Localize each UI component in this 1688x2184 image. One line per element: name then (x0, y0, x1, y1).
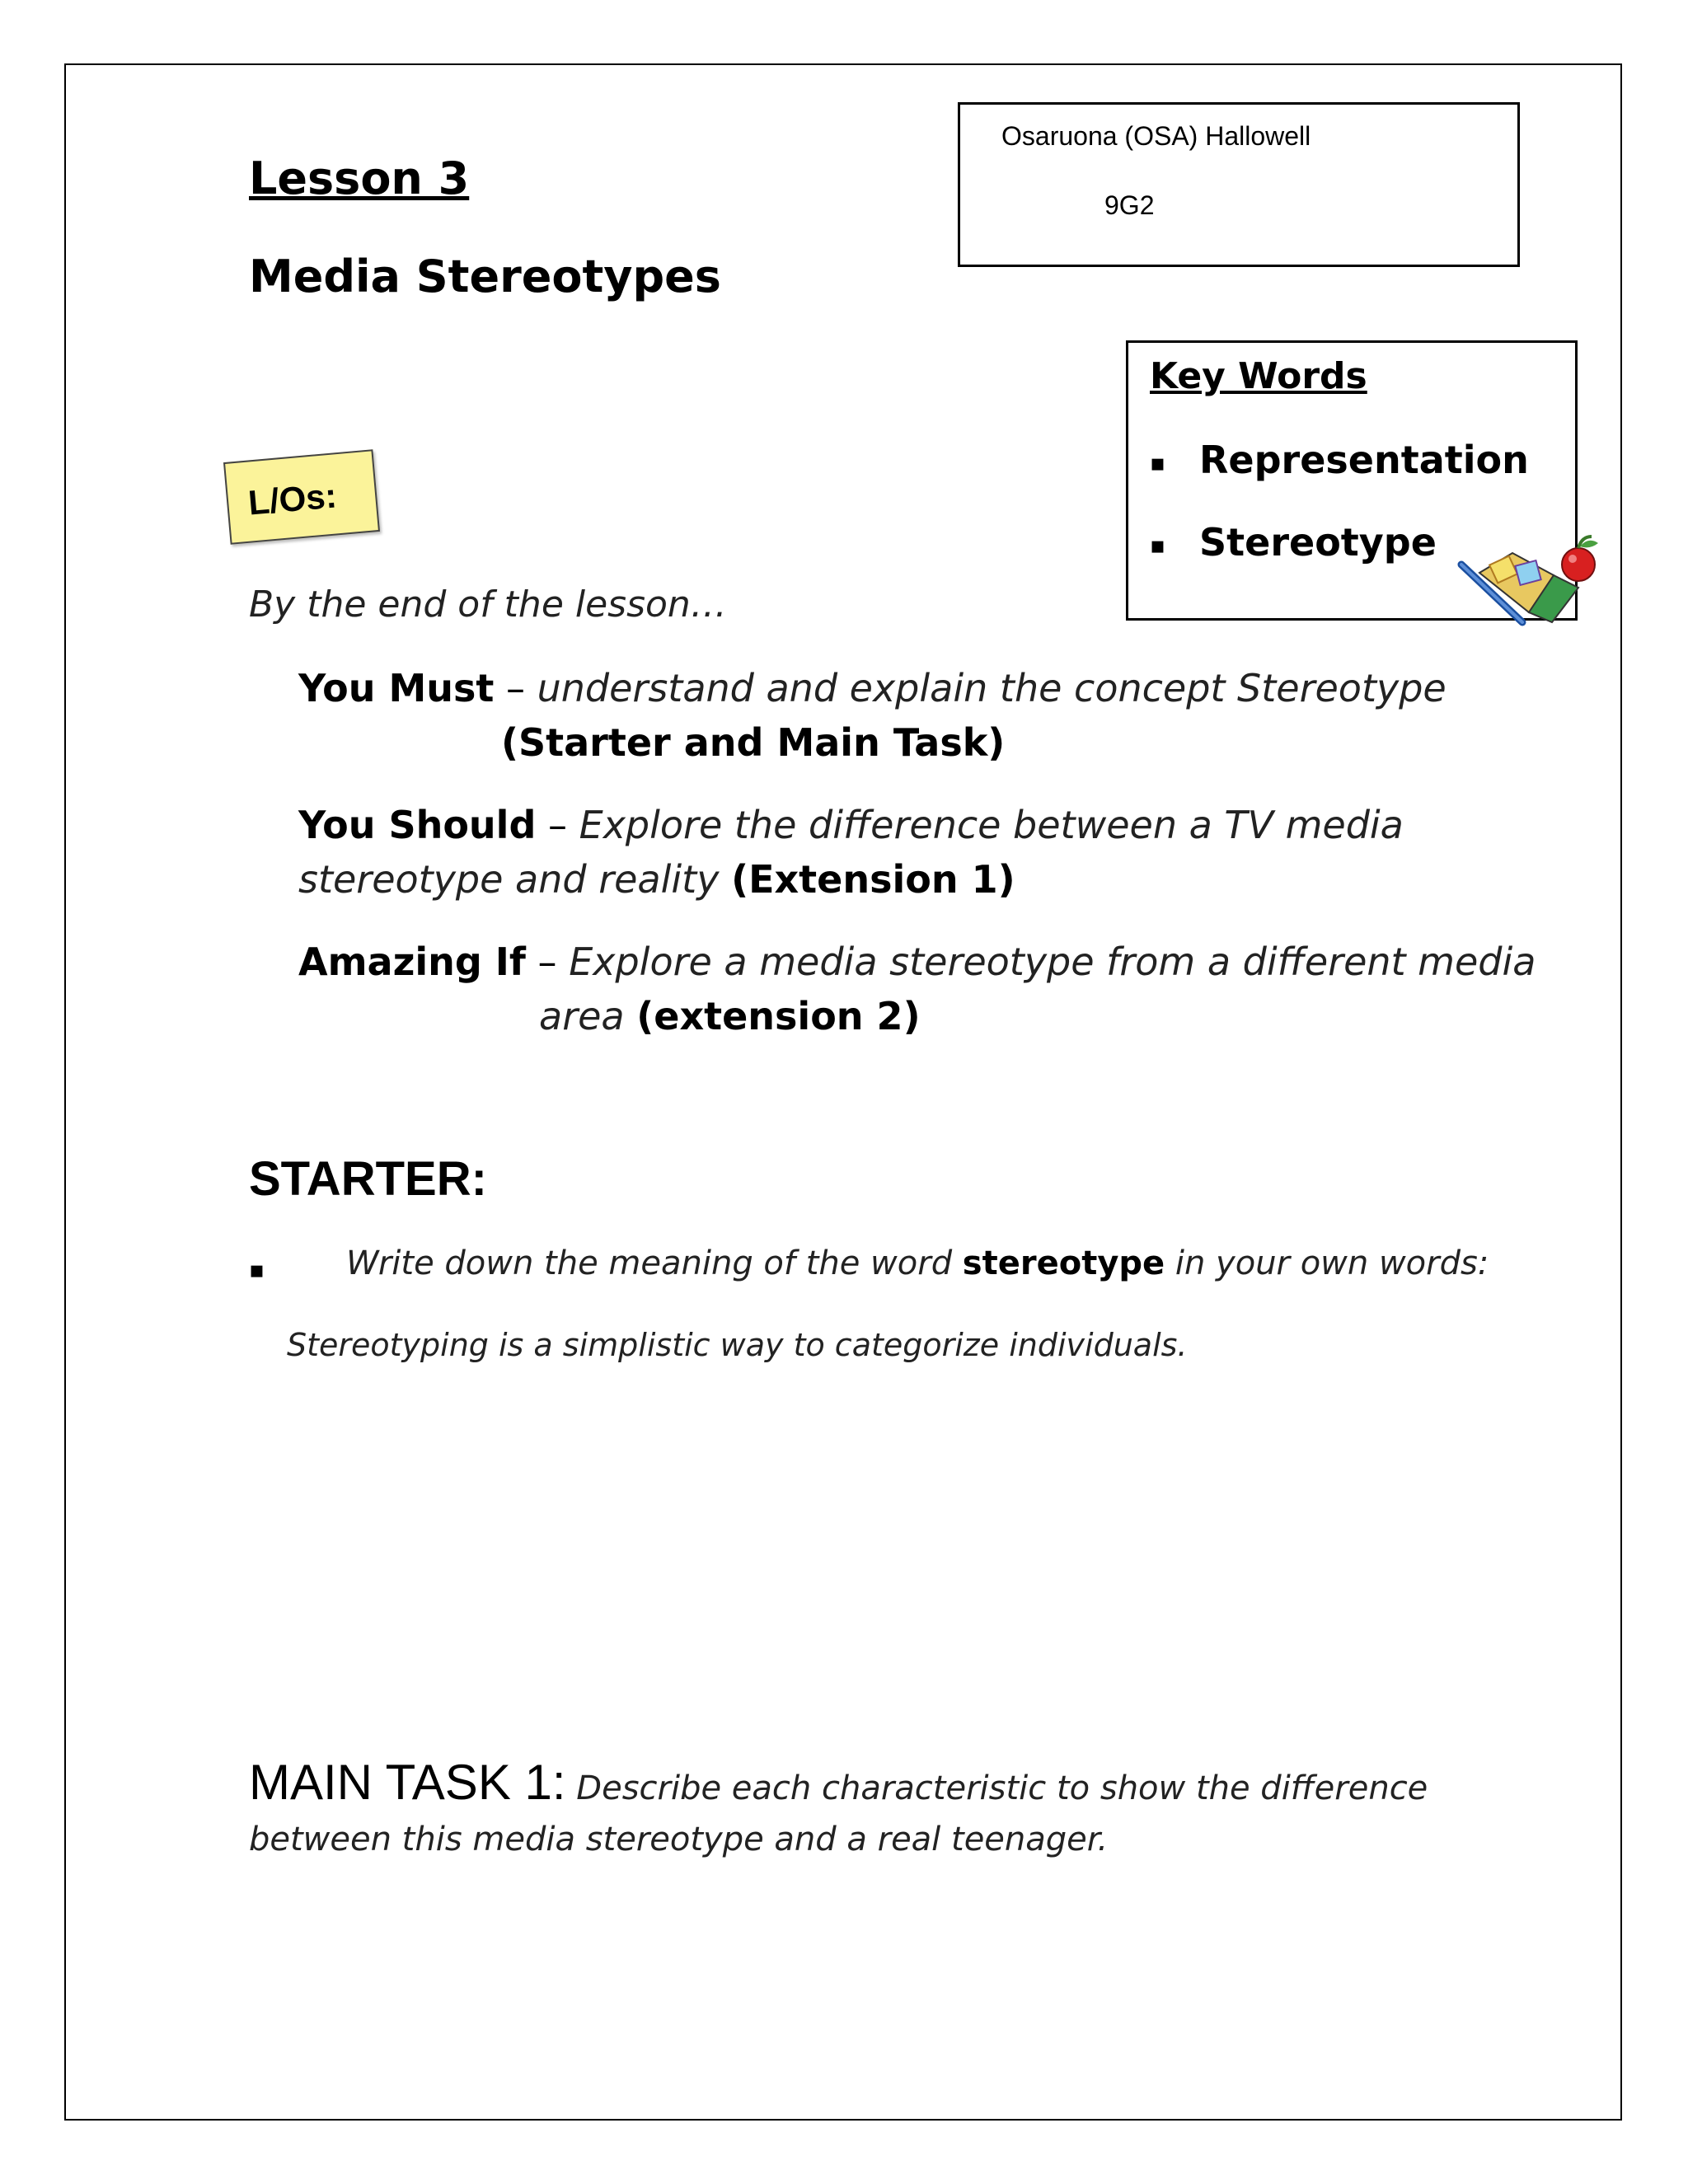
bullet-icon: ▪ (1150, 532, 1165, 559)
key-word-label: Representation (1199, 438, 1529, 482)
student-name: Osaruona (OSA) Hallowell (1001, 121, 1311, 151)
starter-instruction (346, 1244, 1489, 1282)
book-apple-icon (1455, 530, 1603, 629)
dash: – (494, 666, 537, 710)
objective-text: understand and explain the concept Stereotype (537, 666, 1447, 710)
starter-heading: STARTER: (249, 1152, 487, 1206)
dash: – (536, 803, 579, 847)
instruction-text: Write down the meaning of the word (346, 1244, 963, 1282)
objective-must (298, 661, 1447, 715)
student-info-box (958, 102, 1520, 267)
objective-lead: You Must (298, 666, 495, 710)
objective-text: stereotype and reality (298, 857, 720, 902)
objective-lead: Amazing If (298, 940, 526, 984)
dash: – (525, 940, 570, 984)
objective-must-task (501, 715, 1005, 770)
main-task (249, 1757, 1568, 1865)
objective-lead: You Should (298, 803, 537, 847)
instruction-text: in your own words: (1165, 1244, 1489, 1282)
learning-objectives-note: L/Os: (223, 449, 380, 544)
objectives-intro: By the end of the lesson… (249, 583, 727, 626)
lesson-title: Media Stereotypes (249, 251, 721, 302)
objective-task: (Extension 1) (731, 857, 1015, 902)
key-words-title: Key Words (1150, 355, 1367, 397)
bullet-icon: ▪ (1150, 449, 1165, 476)
key-word-item (1150, 520, 1437, 565)
instruction-keyword: stereotype (962, 1244, 1165, 1282)
objective-text: area (539, 994, 625, 1038)
main-task-heading: MAIN TASK 1: (249, 1755, 566, 1810)
key-word-item (1150, 438, 1529, 482)
objective-amazing (298, 935, 1536, 989)
key-word-label: Stereotype (1199, 520, 1437, 565)
objective-should-cont (298, 852, 1015, 907)
lesson-number: Lesson 3 (249, 152, 470, 204)
objective-should (298, 798, 1404, 852)
bullet-icon: ▪ (249, 1256, 265, 1283)
main-task-instruction: Describe each characteristic to show the difference between this media stereotype and a real teenager. (249, 1769, 1428, 1858)
student-class: 9G2 (1104, 190, 1155, 220)
objective-text: Explore the difference between a TV media (579, 803, 1404, 847)
starter-answer: Stereotyping is a simplistic way to categorize individuals. (287, 1327, 1188, 1363)
objective-task: (Starter and Main Task) (501, 720, 1006, 765)
objective-task: (extension 2) (636, 994, 921, 1038)
objective-amazing-cont (539, 989, 921, 1043)
objective-text: Explore a media stereotype from a different media (569, 940, 1536, 984)
